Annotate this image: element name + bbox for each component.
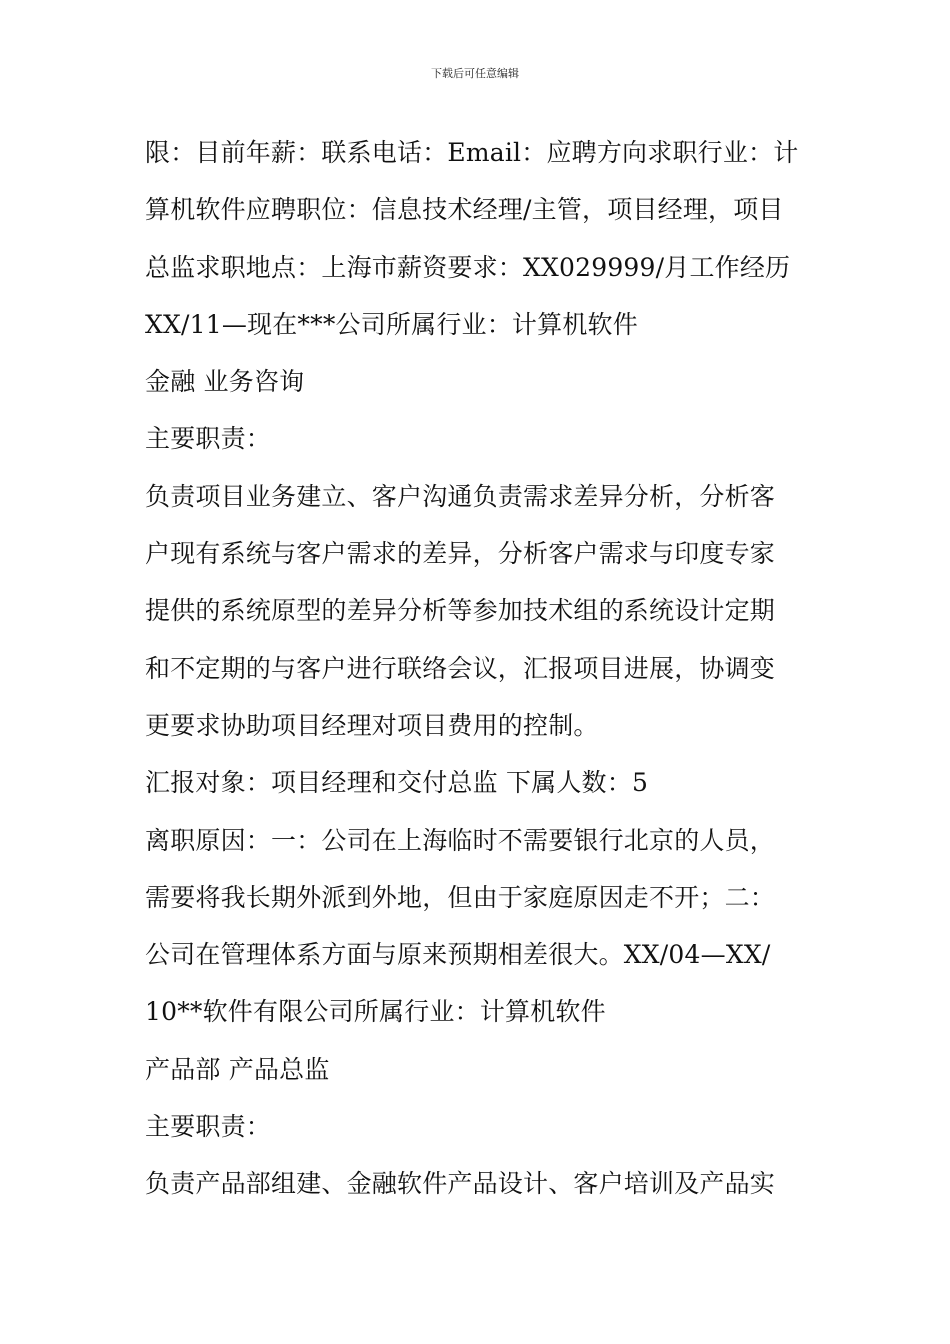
text-line: 负责产品部组建、金融软件产品设计、客户培训及产品实 (145, 1169, 776, 1199)
text-line: 提供的系统原型的差异分析等参加技术组的系统设计定期 (145, 596, 776, 626)
section-heading: 产品部 产品总监 (145, 1054, 330, 1084)
text-line: 和不定期的与客户进行联络会议，汇报项目进展，协调变 (145, 653, 776, 683)
text-line: 户现有系统与客户需求的差异，分析客户需求与印度专家 (145, 539, 776, 569)
text-line: XX/11—现在***公司所属行业：计算机软件 (145, 309, 638, 339)
text-line: 离职原因：一：公司在上海临时不需要银行北京的人员， (145, 825, 776, 855)
text-line: 总监求职地点：上海市薪资要求：XX029999/月工作经历 (145, 252, 791, 282)
text-line: 需要将我长期外派到外地，但由于家庭原因走不开；二： (145, 882, 776, 912)
page-header: 下载后可任意编辑 (431, 67, 519, 80)
text-line: 10**软件有限公司所属行业：计算机软件 (145, 997, 606, 1027)
document-body (145, 124, 810, 1213)
section-heading: 金融 业务咨询 (145, 367, 305, 397)
text-line: 限：目前年薪：联系电话：Email：应聘方向求职行业：计 (145, 138, 799, 167)
section-heading: 主要职责： (145, 424, 272, 454)
section-heading: 主要职责： (145, 1112, 272, 1142)
text-line: 算机软件应聘职位：信息技术经理/主管，项目经理，项目 (145, 195, 784, 225)
text-line: 汇报对象：项目经理和交付总监 下属人数：5 (145, 768, 649, 798)
text-line: 负责项目业务建立、客户沟通负责需求差异分析，分析客 (145, 481, 776, 511)
text-line: 公司在管理体系方面与原来预期相差很大。XX/04—XX/ (145, 940, 771, 970)
text-line: 更要求协助项目经理对项目费用的控制。 (145, 710, 599, 740)
